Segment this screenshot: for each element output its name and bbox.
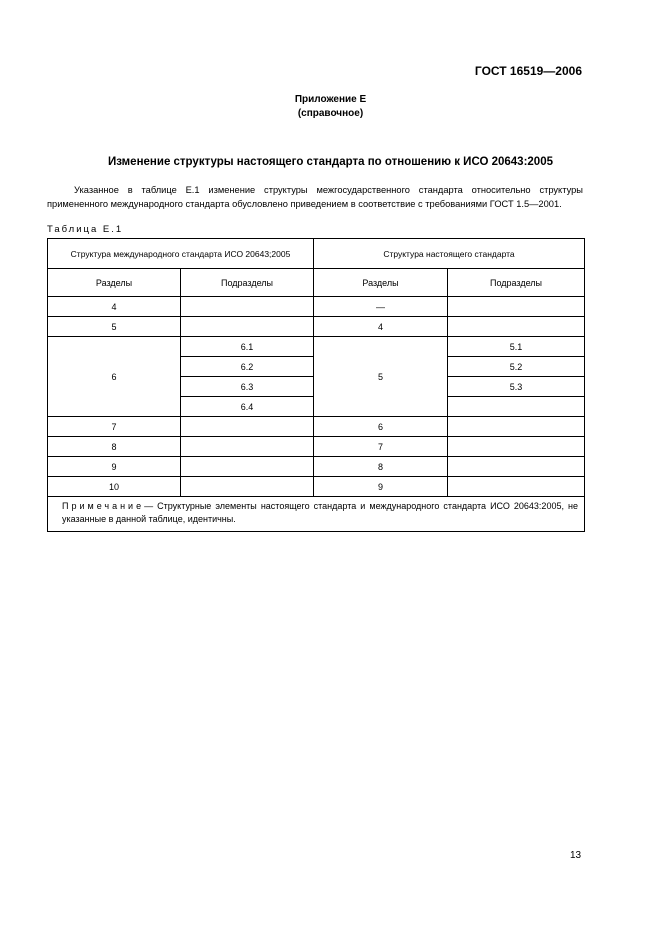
note-label: Примечание <box>62 501 145 511</box>
table-column-header-row <box>48 269 585 297</box>
intro-text: Указанное в таблице Е.1 изменение структуры межгосударственного стандарта относительно структуры примененного международного стандарта обусловлено приведением в соответствие с требованиями ГОСТ 1.5—2001. <box>47 185 583 209</box>
int-section-cell: 8 <box>48 437 181 457</box>
nat-subsection-cell <box>448 477 585 497</box>
table-note <box>48 497 585 532</box>
intro-paragraph <box>47 183 583 211</box>
int-subsection-cell <box>181 457 314 477</box>
int-section-cell: 10 <box>48 477 181 497</box>
header-int-subsections: Подразделы <box>181 269 314 297</box>
header-int-sections: Разделы <box>48 269 181 297</box>
int-section-cell: 5 <box>48 317 181 337</box>
structure-table <box>47 238 585 532</box>
int-subsection-cell <box>181 317 314 337</box>
table-row <box>48 457 585 477</box>
annex-heading: Изменение структуры настоящего стандарта по отношению к ИСО 20643:2005 <box>107 156 553 168</box>
int-subsection-cell <box>181 477 314 497</box>
annex-title: Приложение Е <box>294 94 367 105</box>
document-code: ГОСТ 16519—2006 <box>474 64 582 78</box>
table-note-row <box>48 497 585 532</box>
annex-type: (справочное) <box>297 108 364 119</box>
nat-subsection-cell <box>448 317 585 337</box>
int-subsection-cell: 6.3 <box>181 377 314 397</box>
table-row <box>48 317 585 337</box>
nat-subsection-cell <box>448 437 585 457</box>
nat-subsection-cell <box>448 457 585 477</box>
int-subsection-cell <box>181 417 314 437</box>
int-section-cell: 7 <box>48 417 181 437</box>
header-nat-sections: Разделы <box>314 269 448 297</box>
table-row <box>48 417 585 437</box>
table-row <box>48 437 585 457</box>
header-nat-subsections: Подразделы <box>448 269 585 297</box>
table-group-header-row <box>48 239 585 269</box>
page-number: 13 <box>570 850 582 861</box>
int-section-cell: 9 <box>48 457 181 477</box>
int-subsection-cell: 6.1 <box>181 337 314 357</box>
nat-subsection-cell <box>448 397 585 417</box>
nat-section-cell: 7 <box>314 437 448 457</box>
table-row <box>48 337 585 357</box>
nat-subsection-cell: 5.3 <box>448 377 585 397</box>
header-international-structure: Структура международного стандарта ИСО 20643;2005 <box>48 239 314 269</box>
table-row <box>48 297 585 317</box>
nat-section-cell: 8 <box>314 457 448 477</box>
nat-subsection-cell: 5.2 <box>448 357 585 377</box>
nat-section-cell: 4 <box>314 317 448 337</box>
nat-subsection-cell <box>448 417 585 437</box>
header-national-structure: Структура настоящего стандарта <box>314 239 585 269</box>
nat-section-cell: — <box>314 297 448 317</box>
nat-section-cell: 9 <box>314 477 448 497</box>
nat-section-cell: 6 <box>314 417 448 437</box>
int-section-cell: 6 <box>48 337 181 417</box>
table-caption: Таблица Е.1 <box>47 224 124 235</box>
int-subsection-cell: 6.2 <box>181 357 314 377</box>
int-subsection-cell <box>181 297 314 317</box>
int-section-cell: 4 <box>48 297 181 317</box>
table-row <box>48 477 585 497</box>
note-text: — Структурные элементы настоящего стандарта и международного стандарта ИСО 20643:2005, не указанные в данной таблице, идентичны. <box>62 501 578 524</box>
nat-section-cell: 5 <box>314 337 448 417</box>
int-subsection-cell <box>181 437 314 457</box>
nat-subsection-cell <box>448 297 585 317</box>
nat-subsection-cell: 5.1 <box>448 337 585 357</box>
int-subsection-cell: 6.4 <box>181 397 314 417</box>
